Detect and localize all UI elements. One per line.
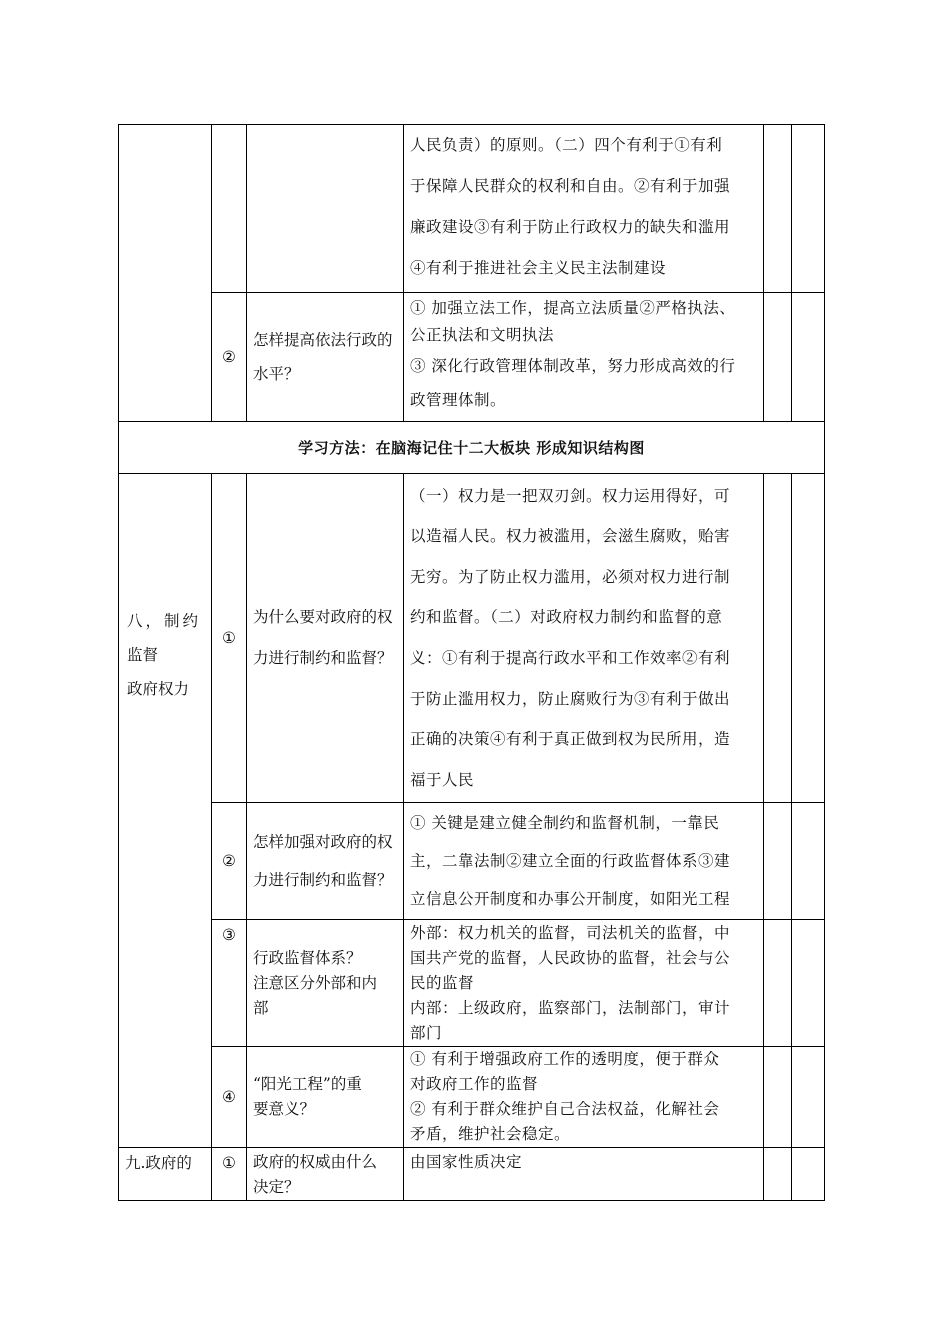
table-row [119, 803, 825, 920]
topic-cell-empty [119, 125, 212, 422]
answer-line: ① 有利于增强政府工作的透明度，便于群众 [410, 1050, 720, 1068]
blank-cell [764, 125, 792, 293]
blank-cell [792, 293, 825, 422]
blank-cell [764, 920, 792, 1047]
answer-line: 福于人民 [410, 770, 475, 789]
blank-cell [792, 803, 825, 920]
table-row [119, 1148, 825, 1201]
answer-cell [404, 920, 764, 1047]
topic-line: 八，制约 [127, 612, 202, 630]
question-line: 注意区分外部和内 [253, 974, 378, 992]
question-line: “阳光工程”的重 [253, 1075, 362, 1093]
answer-line: 国共产党的监督，人民政协的监督，社会与公 [410, 948, 731, 967]
answer-line: 廉政建设③有利于防止行政权力的缺失和滥用 [410, 218, 731, 236]
answer-cell-continuation [404, 125, 764, 293]
section-topic-eight [119, 474, 212, 1148]
answer-line: 公正执法和文明执法 [410, 326, 555, 344]
answer-cell [404, 1047, 764, 1148]
table-row [119, 920, 825, 1047]
study-method-banner: 学习方法：在脑海记住十二大板块 形成知识结构图 [119, 422, 825, 474]
answer-line: ② 有利于群众维护自己合法权益，化解社会 [410, 1100, 720, 1118]
question-line: 决定？ [253, 1178, 300, 1196]
answer-line: 义：①有利于提高行政水平和工作效率②有利 [410, 649, 731, 667]
question-line: 要意义？ [253, 1100, 316, 1118]
table-row [119, 1047, 825, 1148]
question-cell [247, 1148, 404, 1201]
question-cell: 怎样提高依法行政的水平？ [247, 293, 404, 422]
answer-cell [404, 803, 764, 920]
row-number: ③ [212, 920, 247, 1047]
table-row-banner [119, 422, 825, 474]
answer-line: 无穷。为了防止权力滥用，必须对权力进行制 [410, 567, 731, 586]
row-number: ② [212, 293, 247, 422]
row-number: ① [212, 474, 247, 803]
answer-line: ③ 深化行政管理体制改革，努力形成高效的行 [410, 357, 736, 375]
table-row-continuation [119, 125, 825, 293]
answer-line: 约和监督。（二）对政府权力制约和监督的意 [410, 608, 723, 627]
answer-line: 政管理体制。 [410, 391, 507, 409]
answer-line: 内部：上级政府，监察部门，法制部门，审计 [410, 998, 731, 1017]
blank-cell [764, 474, 792, 803]
answer-line: 人民负责）的原则。（二）四个有利于①有利 [410, 136, 723, 154]
answer-line: 于防止滥用权力，防止腐败行为③有利于做出 [410, 689, 731, 708]
topic-line: 监督 [127, 646, 159, 664]
blank-cell [764, 1148, 792, 1201]
blank-cell [764, 803, 792, 920]
question-line: 行政监督体系？ [253, 949, 362, 967]
question-line: 部 [253, 999, 269, 1017]
answer-line: 矛盾，维护社会稳定。 [410, 1125, 571, 1143]
answer-line: ④有利于推进社会主义民主法制建设 [410, 259, 667, 277]
knowledge-table [118, 124, 825, 1201]
table-row-improve-administration [119, 293, 825, 422]
number-cell-empty [212, 125, 247, 293]
blank-cell [764, 293, 792, 422]
answer-line: 对政府工作的监督 [410, 1075, 539, 1093]
answer-line: 外部：权力机关的监督，司法机关的监督，中 [410, 923, 731, 942]
blank-cell [792, 1148, 825, 1201]
row-number: ① [212, 1148, 247, 1201]
question-cell-empty [247, 125, 404, 293]
answer-cell [404, 293, 764, 422]
question-cell: 怎样加强对政府的权力进行制约和监督？ [247, 803, 404, 920]
answer-line: 部门 [410, 1023, 443, 1042]
row-number: ④ [212, 1047, 247, 1148]
answer-line: （一）权力是一把双刃剑。权力运用得好，可 [410, 486, 731, 505]
answer-line: 民的监督 [410, 973, 475, 992]
blank-cell [792, 474, 825, 803]
answer-cell: 由国家性质决定 [404, 1148, 764, 1201]
blank-cell [764, 1047, 792, 1148]
answer-line: ① 关键是建立健全制约和监督机制，一靠民 [410, 814, 720, 832]
answer-line: 于保障人民群众的权利和自由。②有利于加强 [410, 177, 731, 195]
question-line: 政府的权威由什么 [253, 1153, 378, 1171]
section-topic-nine: 九.政府的 [119, 1148, 212, 1201]
topic-line: 政府权力 [127, 680, 190, 698]
question-cell: 为什么要对政府的权力进行制约和监督？ [247, 474, 404, 803]
answer-line: 正确的决策④有利于真正做到权为民所用，造 [410, 730, 731, 749]
answer-line: 以造福人民。权力被滥用，会滋生腐败，贻害 [410, 527, 731, 546]
row-number: ② [212, 803, 247, 920]
blank-cell [792, 920, 825, 1047]
blank-cell [792, 125, 825, 293]
table-row [119, 474, 825, 803]
blank-cell [792, 1047, 825, 1148]
question-cell [247, 920, 404, 1047]
answer-line: ① 加强立法工作，提高立法质量②严格执法、 [410, 299, 736, 317]
question-cell [247, 1047, 404, 1148]
answer-line: 立信息公开制度和办事公开制度，如阳光工程 [410, 890, 731, 908]
answer-cell [404, 474, 764, 803]
answer-line: 主，二靠法制②建立全面的行政监督体系③建 [410, 852, 731, 870]
